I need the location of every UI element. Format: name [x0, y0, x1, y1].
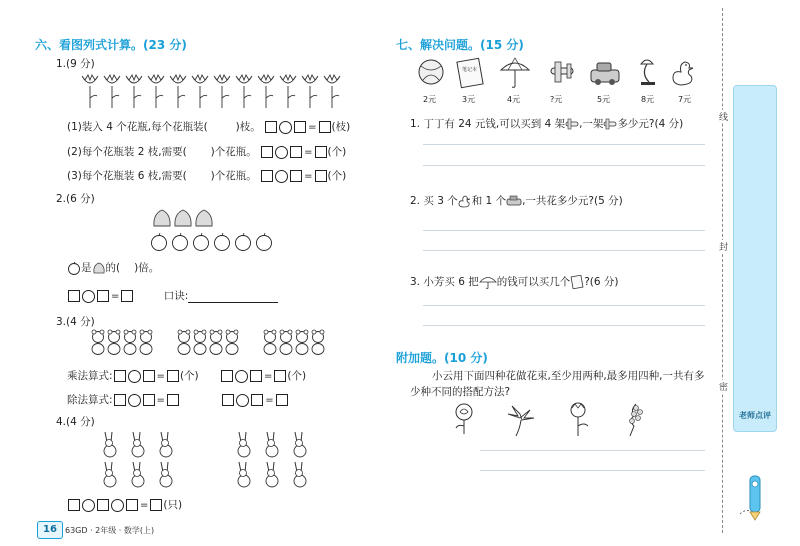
- airplane-icon: [603, 118, 617, 130]
- operator-circle[interactable]: [82, 290, 95, 303]
- operator-circle[interactable]: [111, 499, 124, 512]
- flower-icon: [82, 75, 98, 108]
- price-airplane: ?元: [550, 95, 563, 104]
- bear-icon: [226, 330, 238, 355]
- answer-box[interactable]: [294, 121, 306, 133]
- flower-row: [80, 72, 350, 110]
- flower-icon: [192, 75, 208, 108]
- answer-line[interactable]: [480, 450, 705, 451]
- q3-div-label: 除法算式:: [67, 394, 113, 406]
- page-number: 16: [37, 521, 63, 539]
- r-q3-text-b: 的钱可以买几个: [496, 276, 571, 288]
- answer-line[interactable]: [423, 144, 705, 145]
- flower-icon: [302, 75, 318, 108]
- answer-box[interactable]: [167, 370, 179, 382]
- binding-dashed-line: [722, 8, 724, 533]
- price-duck: 7元: [678, 95, 692, 104]
- desk-lamp-icon: [641, 60, 655, 85]
- koujue-line[interactable]: [188, 302, 278, 303]
- operator-circle[interactable]: [279, 121, 292, 134]
- operator-circle[interactable]: [275, 170, 288, 183]
- q3-label: 3.(4 分): [56, 316, 95, 328]
- bear-icon: [296, 330, 308, 355]
- q1-sub2-text-b: )个花瓶。: [210, 146, 257, 158]
- answer-box[interactable]: [143, 370, 155, 382]
- r-q1: [410, 116, 683, 131]
- toy-car-icon: [506, 195, 522, 207]
- apple-icon: [152, 233, 167, 251]
- lavender-icon: [630, 404, 643, 436]
- price-umbrella: 4元: [507, 95, 521, 104]
- airplane-icon: [565, 118, 579, 130]
- toy-car-icon: [591, 63, 619, 85]
- price-lamp: 8元: [641, 95, 655, 104]
- r-q1-text-b: ,一架: [579, 118, 604, 130]
- answer-line[interactable]: [423, 230, 705, 231]
- answer-box[interactable]: [290, 170, 302, 182]
- answer-box[interactable]: [114, 394, 126, 406]
- rabbit-icon: [294, 432, 306, 457]
- rabbit-icon: [160, 432, 172, 457]
- q2-de: 的(: [105, 262, 121, 274]
- rabbit-icon: [132, 462, 144, 487]
- q2-shi: 是: [81, 262, 92, 274]
- answer-box[interactable]: [68, 499, 80, 511]
- notebook-icon: [570, 275, 584, 289]
- q1-sub1-text-b: )枝。: [235, 121, 261, 133]
- answer-box[interactable]: [68, 290, 80, 302]
- operator-circle[interactable]: [128, 370, 141, 383]
- rabbit-icon: [104, 432, 116, 457]
- duck-icon: [673, 62, 693, 85]
- answer-box[interactable]: [167, 394, 179, 406]
- operator-circle[interactable]: [275, 146, 288, 159]
- q1-label: 1.(9 分): [56, 58, 95, 70]
- bonus-text-2: 少种不同的搭配方法?: [410, 386, 511, 398]
- q3-mult: 乘法算式: = (个) = (个): [67, 370, 307, 382]
- answer-box[interactable]: [265, 121, 277, 133]
- mascot-icon: [738, 470, 772, 526]
- bonus-flowers: [450, 400, 670, 438]
- q2-koujue: 口诀:: [163, 290, 189, 302]
- rabbit-icon: [266, 432, 278, 457]
- q2-bei: )倍。: [134, 262, 160, 274]
- flower-icon: [148, 75, 164, 108]
- umbrella-icon: [479, 275, 497, 289]
- answer-line[interactable]: [480, 470, 705, 471]
- r-q3-text: 3. 小芳买 6 把: [410, 276, 479, 288]
- bear-icon: [178, 330, 190, 355]
- r-q1-text: 1. 丁丁有 24 元钱,可以买到 4 架: [410, 118, 566, 130]
- q1-sub1-unit: (枝): [331, 121, 351, 133]
- apple-icon: [194, 233, 209, 251]
- price-car: 5元: [597, 95, 611, 104]
- answer-box[interactable]: [250, 370, 262, 382]
- bear-icon: [124, 330, 136, 355]
- peach-icon: [196, 210, 212, 226]
- answer-box[interactable]: [274, 370, 286, 382]
- q4-equation: = (只): [67, 497, 182, 512]
- rabbit-icon: [266, 462, 278, 487]
- q3-unit: (个): [179, 370, 199, 382]
- apple-icon: [173, 233, 188, 251]
- operator-circle[interactable]: [236, 394, 249, 407]
- right-section-title: 七、解决问题。(15 分): [396, 38, 524, 52]
- q1-sub3: (3)每个花瓶装 6 枝,需要( )个花瓶。 = (个): [67, 170, 347, 182]
- r-q2-text: 2. 买 3 个: [410, 195, 458, 207]
- answer-box[interactable]: [150, 499, 162, 511]
- q1-sub1: (1)装入 4 个花瓶,每个花瓶装( )枝。 = (枝): [67, 121, 351, 133]
- answer-line[interactable]: [423, 305, 705, 306]
- r-q3: [410, 274, 619, 289]
- rabbit-icon: [294, 462, 306, 487]
- answer-box[interactable]: [251, 394, 263, 406]
- answer-line[interactable]: [423, 325, 705, 326]
- q1-sub1-text: (1)装入 4 个花瓶,每个花瓶装(: [67, 121, 208, 133]
- svg-text:笔记本: 笔记本: [462, 67, 478, 73]
- bear-icon: [312, 330, 324, 355]
- rose-icon: [456, 404, 472, 434]
- price-row: [415, 94, 705, 106]
- q2-label: 2.(6 分): [56, 193, 95, 205]
- left-section-title: 六、看图列式计算。(23 分): [35, 38, 187, 52]
- r-q3-text-c: ?(6 分): [584, 276, 619, 288]
- q1-sub3-text-b: )个花瓶。: [210, 170, 257, 182]
- flower-icon: [324, 75, 340, 108]
- answer-box[interactable]: [261, 170, 273, 182]
- price-ball: 2元: [423, 95, 437, 104]
- apple-icon: [236, 233, 251, 251]
- answer-box[interactable]: [126, 499, 138, 511]
- apple-icon: [215, 233, 230, 251]
- operator-circle[interactable]: [235, 370, 248, 383]
- q1-sub3-text: (3)每个花瓶装 6 枝,需要(: [67, 170, 187, 182]
- answer-box[interactable]: [319, 121, 331, 133]
- rabbit-icon: [160, 462, 172, 487]
- bear-icon: [140, 330, 152, 355]
- r-q2-text-b: 和 1 个: [471, 195, 507, 207]
- teacher-comment-panel[interactable]: [733, 85, 777, 432]
- answer-box[interactable]: [315, 146, 327, 158]
- teacher-comment-label: 老师点评: [739, 411, 771, 420]
- rabbit-icon: [104, 462, 116, 487]
- rabbit-groups: [100, 430, 330, 496]
- apple-icon: [67, 261, 81, 275]
- answer-box[interactable]: [276, 394, 288, 406]
- q2-sentence: [67, 260, 159, 275]
- flower-icon: [280, 75, 296, 108]
- r-q2-text-c: ,一共花多少元?(5 分): [522, 195, 623, 207]
- q1-sub3-unit: (个): [327, 170, 347, 182]
- price-notebook: 3元: [462, 95, 476, 104]
- peach-row: [150, 208, 220, 232]
- answer-line[interactable]: [423, 250, 705, 251]
- book-info: 63GD · 2年级 · 数学(上): [65, 526, 155, 535]
- bear-icon: [108, 330, 120, 355]
- q3-unit: (个): [287, 370, 307, 382]
- answer-box[interactable]: [97, 499, 109, 511]
- flower-icon: [170, 75, 186, 108]
- answer-box[interactable]: [261, 146, 273, 158]
- duck-icon: [458, 195, 472, 208]
- carnation-icon: [571, 403, 588, 436]
- bear-icon: [210, 330, 222, 355]
- bear-groups: [88, 328, 338, 360]
- apple-icon: [257, 233, 272, 251]
- answer-box[interactable]: [97, 290, 109, 302]
- answer-box[interactable]: [222, 394, 234, 406]
- q1-sub2: (2)每个花瓶装 2 枝,需要( )个花瓶。 = (个): [67, 146, 347, 158]
- q2-equation: = 口诀:: [67, 288, 278, 303]
- bear-icon: [264, 330, 276, 355]
- rabbit-icon: [238, 462, 250, 487]
- notebook-icon: [457, 58, 483, 87]
- q3-div: 除法算式: = =: [67, 392, 289, 407]
- bear-icon: [92, 330, 104, 355]
- lily-icon: [508, 406, 534, 436]
- answer-box[interactable]: [121, 290, 133, 302]
- peach-icon: [175, 210, 191, 226]
- q4-label: 4.(4 分): [56, 416, 95, 428]
- flower-icon: [104, 75, 120, 108]
- answer-box[interactable]: [315, 170, 327, 182]
- flower-icon: [258, 75, 274, 108]
- bonus-title: 附加题。(10 分): [396, 351, 488, 365]
- q3-mult-label: 乘法算式:: [67, 370, 113, 382]
- q1-sub2-unit: (个): [327, 146, 347, 158]
- answer-box[interactable]: [221, 370, 233, 382]
- bonus-text-1: 小云用下面四种花做花束,至少用两种,最多用四种,一共有多: [432, 370, 705, 382]
- airplane-icon: [551, 62, 573, 82]
- binding-char-mi: 密: [719, 380, 728, 393]
- peach-icon: [92, 261, 106, 275]
- answer-line[interactable]: [423, 165, 705, 166]
- r-q1-text-c: 多少元?(4 分): [617, 118, 684, 130]
- q1-sub2-text: (2)每个花瓶装 2 枝,需要(: [67, 146, 187, 158]
- flower-icon: [214, 75, 230, 108]
- bear-icon: [194, 330, 206, 355]
- peach-icon: [154, 210, 170, 226]
- flower-icon: [126, 75, 142, 108]
- binding-char-xian: 线: [719, 110, 728, 123]
- umbrella-icon: [501, 58, 529, 87]
- ball-icon: [419, 60, 443, 84]
- operator-circle[interactable]: [128, 394, 141, 407]
- r-q2: [410, 193, 623, 208]
- rabbit-icon: [238, 432, 250, 457]
- bear-icon: [280, 330, 292, 355]
- binding-char-feng: 封: [719, 240, 728, 253]
- flower-icon: [236, 75, 252, 108]
- answer-box[interactable]: [143, 394, 155, 406]
- apple-row: [150, 232, 280, 256]
- operator-circle[interactable]: [82, 499, 95, 512]
- answer-box[interactable]: [114, 370, 126, 382]
- rabbit-icon: [132, 432, 144, 457]
- q4-unit: (只): [163, 499, 183, 511]
- answer-box[interactable]: [290, 146, 302, 158]
- item-icons: [415, 54, 705, 90]
